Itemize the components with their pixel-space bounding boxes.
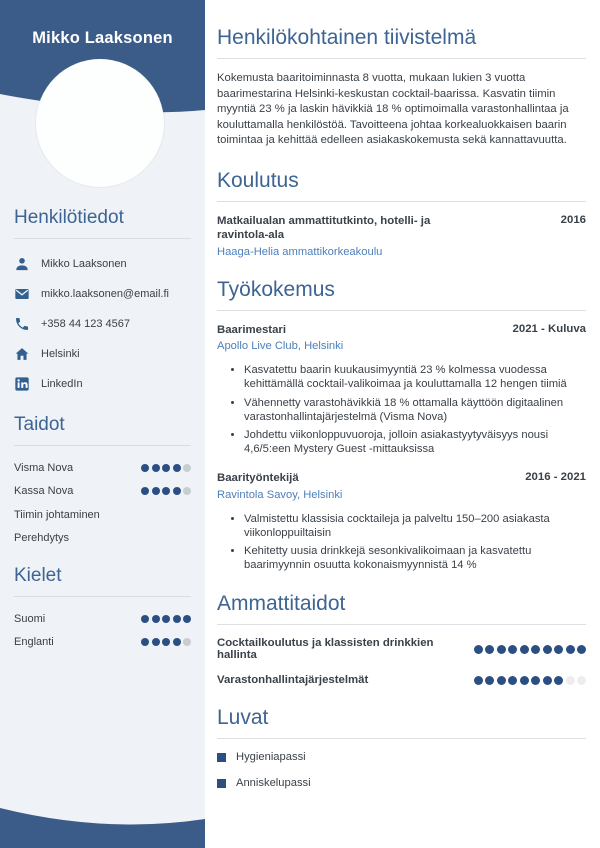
- skill-label: Visma Nova: [14, 461, 74, 474]
- square-bullet-icon: [217, 753, 226, 762]
- level-dot-empty: [183, 487, 191, 495]
- professional-skill-label: Cocktailkoulutus ja klassisten drinkkien hallinta: [217, 637, 434, 662]
- level-dot-filled: [554, 645, 563, 654]
- skill-row: [14, 480, 191, 504]
- phone-icon: [14, 316, 30, 332]
- summary-text: Kokemusta baaritoiminnasta 8 vuotta, mukaan lukien 3 vuotta baarimestarina Helsinki-keskustan cocktail-baarissa. Kasvatin tiimin myyntiä 23 % ja laskin hävikkiä 18 % optimoimalla varastonhallintaa ja kouluttamalla henkilöstöä. Tavoitteena johtaa korkealuokkaisen baarin toimintaa ja kehittää edelleen asiakaskokemusta sekä kannattavuutta.: [217, 72, 569, 147]
- level-dot-filled: [508, 645, 517, 654]
- education-period: 2016: [560, 213, 586, 226]
- professional-skills-list: [217, 637, 586, 686]
- permit-label: Hygieniapassi: [236, 751, 306, 764]
- level-dot-empty: [183, 638, 191, 646]
- level-dot-filled: [173, 615, 181, 623]
- summary-heading: Henkilökohtainen tiivistelmä: [217, 26, 586, 59]
- company-link[interactable]: Apollo Live Club, Helsinki: [217, 340, 344, 353]
- degree-title: Matkailualan ammattitutkinto, hotelli- ja ravintola-ala: [217, 214, 431, 242]
- school-link[interactable]: Haaga-Helia ammattikorkeakoulu: [217, 245, 383, 258]
- skill-label: Suomi: [14, 612, 46, 625]
- achievement-item: • Kehitetty uusia drinkkejä sesonkivalikoimaan ja kasvatettu baarimyynnin osuutta kokonaismyynnistä 14 %: [244, 544, 586, 572]
- level-dot-filled: [566, 645, 575, 654]
- mail-icon: [14, 286, 30, 302]
- level-dot-filled: [173, 464, 181, 472]
- education-heading: Koulutus: [217, 169, 586, 202]
- job-title: Baarimestari: [217, 323, 287, 336]
- permit-label: Anniskelupassi: [236, 777, 311, 790]
- languages-heading: Kielet: [14, 565, 191, 597]
- achievement-list: [217, 363, 586, 456]
- skill-row: [14, 503, 191, 527]
- level-dot-filled: [543, 645, 552, 654]
- level-dot-filled: [474, 676, 483, 685]
- achievement-item: • Kasvatettu baarin kuukausimyyntiä 23 % kolmessa vuodessa kehittämällä cocktail-valikoimaa ja kouluttamalla 12 hengen tiimiä: [244, 363, 586, 391]
- level-dot-filled: [543, 676, 552, 685]
- linkedin-icon: [14, 376, 30, 392]
- personal-details-heading: Henkilötiedot: [14, 207, 191, 239]
- level-dot-filled: [141, 638, 149, 646]
- experience-entry: [217, 323, 586, 457]
- contact-text: mikko.laaksonen@email.fi: [41, 288, 169, 300]
- skill-row: [14, 456, 191, 480]
- level-dot-filled: [162, 615, 170, 623]
- permits-list: [217, 751, 586, 789]
- achievement-item: • Valmistettu klassisia cocktaileja ja palveltu 150–200 asiakasta viikonloppuiltaisin: [244, 512, 586, 540]
- professional-skill-row: [217, 674, 586, 686]
- contact-text: LinkedIn: [41, 378, 83, 390]
- achievement-list: [217, 512, 586, 573]
- contact-text: +358 44 123 4567: [41, 318, 131, 330]
- job-period: 2016 - 2021: [525, 471, 586, 484]
- contact-text: Mikko Laaksonen: [41, 258, 127, 270]
- experience-entry: [217, 471, 586, 572]
- professional-skill-dots: [471, 645, 586, 654]
- experience-heading: Työkokemus: [217, 278, 586, 311]
- level-dot-filled: [141, 464, 149, 472]
- level-dot-filled: [152, 638, 160, 646]
- education-entry: [217, 214, 586, 258]
- level-dot-filled: [183, 615, 191, 623]
- level-dot-filled: [531, 645, 540, 654]
- skills-list: [14, 456, 191, 550]
- level-dot-filled: [173, 638, 181, 646]
- professional-skill-label: Varastonhallintajärjestelmät: [217, 674, 369, 687]
- professional-skills-heading: Ammattitaidot: [217, 592, 586, 625]
- level-dot-empty: [183, 464, 191, 472]
- skill-label: Tiimin johtaminen: [14, 508, 100, 521]
- professional-skills-section: [217, 592, 586, 686]
- languages-section: [0, 565, 205, 654]
- level-dot-filled: [531, 676, 540, 685]
- education-section: [217, 169, 586, 258]
- skills-section: [0, 414, 205, 550]
- level-dot-filled: [554, 676, 563, 685]
- skill-row: [14, 631, 191, 655]
- skill-row: [14, 527, 191, 551]
- level-dot-filled: [497, 676, 506, 685]
- experience-list: [217, 323, 586, 573]
- level-dot-filled: [474, 645, 483, 654]
- contact-text: Helsinki: [41, 348, 80, 360]
- level-dot-filled: [152, 615, 160, 623]
- permit-item: [217, 777, 586, 789]
- contact-item: [14, 309, 191, 339]
- skills-heading: Taidot: [14, 414, 191, 446]
- company-link[interactable]: Ravintola Savoy, Helsinki: [217, 488, 343, 501]
- summary-section: [217, 26, 586, 149]
- achievement-item: • Vähennetty varastohävikkiä 18 % ottamalla käyttöön digitaalinen varastonhallintajärjestelmä (Visma Nova): [244, 396, 586, 424]
- permits-section: [217, 706, 586, 789]
- sidebar: [0, 0, 205, 848]
- education-list: [217, 214, 586, 258]
- level-dot-filled: [508, 676, 517, 685]
- profile-photo-placeholder: [36, 59, 164, 187]
- achievement-item: • Johdettu viikonloppuvuoroja, jolloin asiakastyytyväisyys nousi 4,6/5:een Mystery Guest -mittauksissa: [244, 428, 586, 456]
- home-icon: [14, 346, 30, 362]
- permit-item: [217, 751, 586, 763]
- experience-entry-header: [217, 323, 586, 338]
- education-entry-header: [217, 214, 586, 243]
- square-bullet-icon: [217, 779, 226, 788]
- personal-details-section: [0, 207, 205, 399]
- person-icon: [14, 256, 30, 272]
- experience-section: [217, 278, 586, 573]
- permits-heading: Luvat: [217, 706, 586, 739]
- contact-item: [14, 369, 191, 399]
- professional-skill-row: [217, 637, 586, 661]
- main-column: [205, 0, 600, 848]
- level-dot-empty: [566, 676, 575, 685]
- professional-skill-dots: [471, 676, 586, 685]
- level-dot-filled: [162, 464, 170, 472]
- sidebar-header: [0, 0, 205, 192]
- level-dot-filled: [485, 676, 494, 685]
- skill-level-dots: [139, 638, 192, 646]
- skill-label: Perehdytys: [14, 532, 70, 545]
- level-dot-filled: [520, 676, 529, 685]
- level-dot-filled: [173, 487, 181, 495]
- skill-row: [14, 607, 191, 631]
- level-dot-filled: [162, 638, 170, 646]
- level-dot-filled: [485, 645, 494, 654]
- level-dot-filled: [152, 487, 160, 495]
- job-period: 2021 - Kuluva: [512, 322, 586, 335]
- skill-level-dots: [139, 615, 192, 623]
- contact-item: [14, 249, 191, 279]
- skill-level-dots: [139, 487, 192, 495]
- level-dot-filled: [497, 645, 506, 654]
- job-title: Baarityöntekijä: [217, 472, 299, 485]
- contact-item: [14, 339, 191, 369]
- level-dot-filled: [141, 487, 149, 495]
- candidate-name: Mikko Laaksonen: [32, 29, 173, 47]
- skill-level-dots: [139, 464, 192, 472]
- skill-label: Englanti: [14, 636, 54, 649]
- contact-list: [14, 249, 191, 399]
- level-dot-filled: [520, 645, 529, 654]
- footer-curve-shape: [0, 790, 205, 848]
- contact-item: [14, 279, 191, 309]
- level-dot-filled: [141, 615, 149, 623]
- level-dot-filled: [577, 645, 586, 654]
- level-dot-filled: [162, 487, 170, 495]
- skill-label: Kassa Nova: [14, 485, 74, 498]
- experience-entry-header: [217, 471, 586, 486]
- level-dot-empty: [577, 676, 586, 685]
- languages-list: [14, 607, 191, 654]
- level-dot-filled: [152, 464, 160, 472]
